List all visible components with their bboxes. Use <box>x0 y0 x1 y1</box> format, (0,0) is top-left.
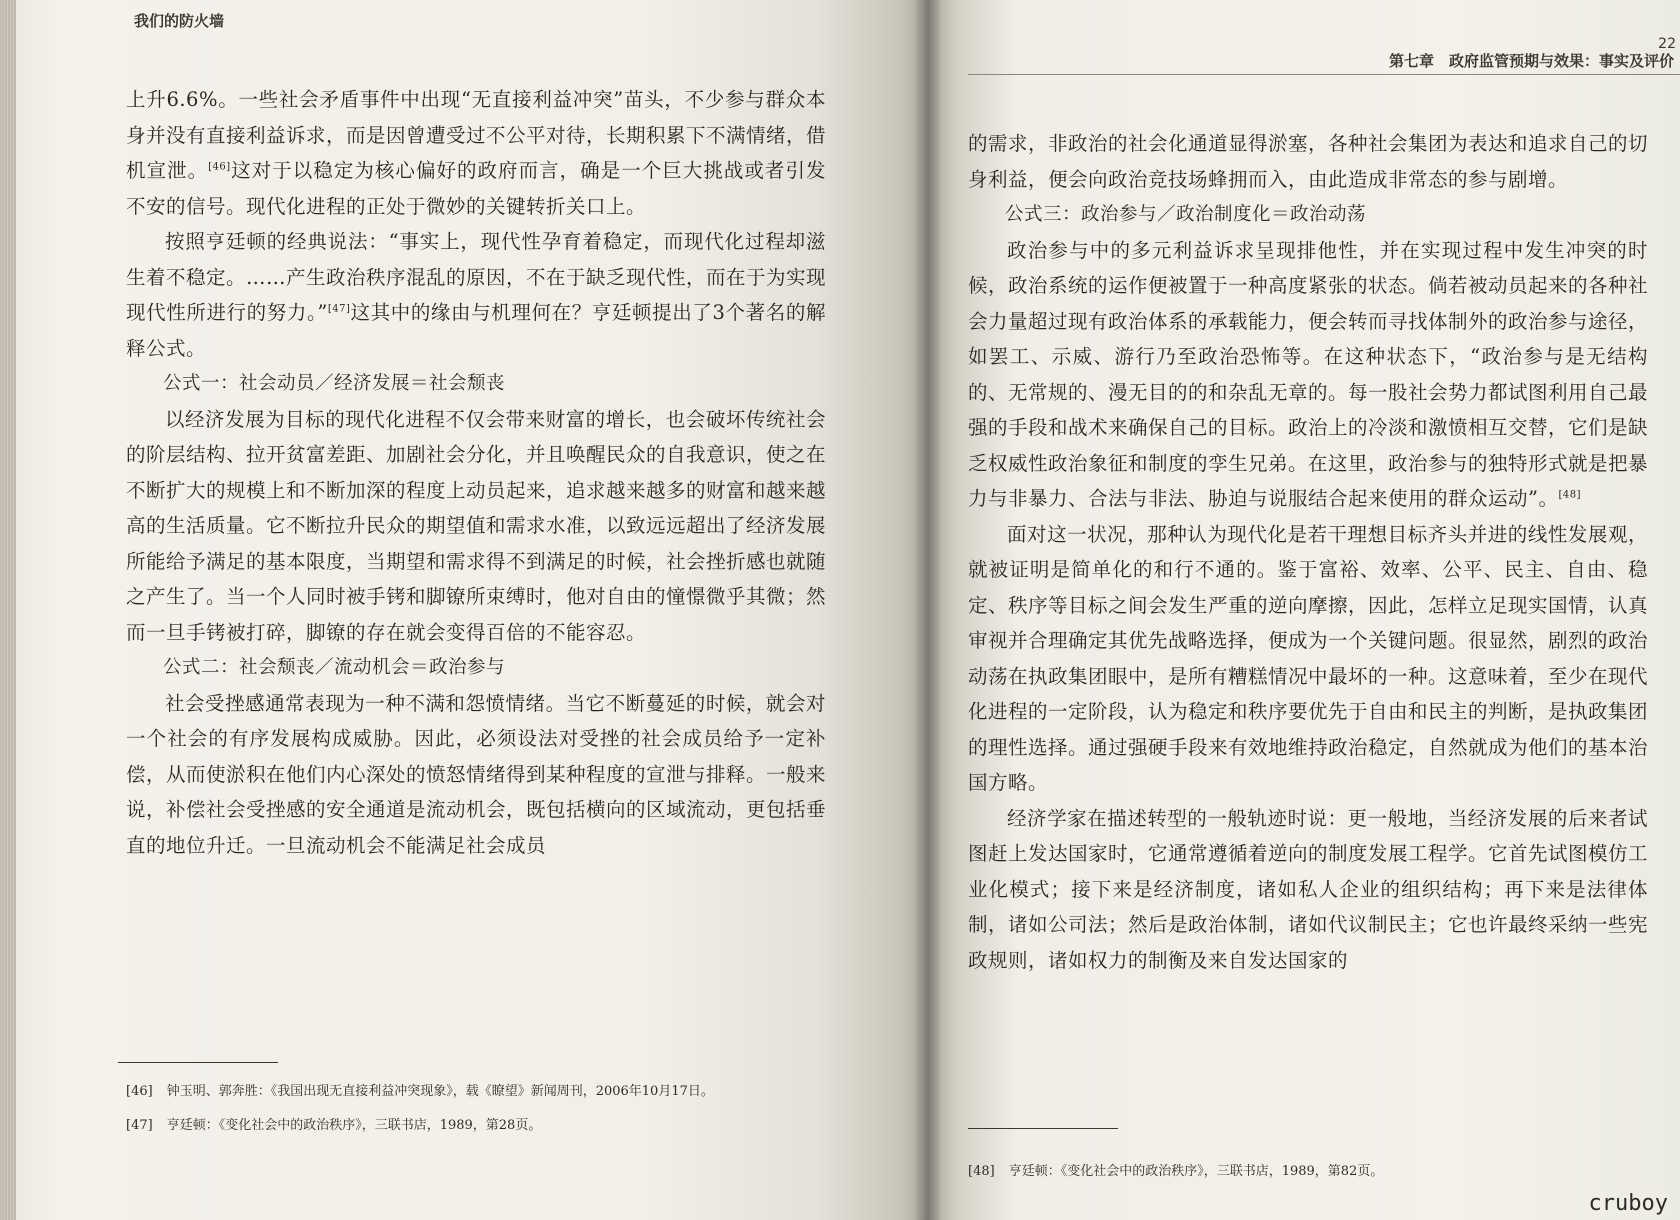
footnote-rule <box>968 1128 1118 1129</box>
footnote-ref: [46] <box>208 161 231 173</box>
paragraph: 面对这一状况，那种认为现代化是若干理想目标齐头并进的线性发展观，就被证明是简单化的和行不通的。鉴于富裕、效率、公平、民主、自由、稳定、秩序等目标之间会发生严重的逆向摩擦，因此，怎样立足现实国情，认真审视并合理确定其优先战略选择，便成为一个关键问题。很显然，剧烈的政治动荡在执政集团眼中，是所有糟糕情况中最坏的一种。这意味着，至少在现代化进程的一定阶段，认为稳定和秩序要优先于自由和民主的判断，是执政集团的理性选择。通过强硬手段来有效地维持政治稳定，自然就成为他们的基本治国方略。 <box>968 522 1649 794</box>
paragraph: 的需求，非政治的社会化通道显得淤塞，各种社会集团为表达和追求自己的切身利益，便会向政治竞技场蜂拥而入，由此造成非常态的参与剧增。 <box>968 132 1649 191</box>
right-page <box>928 0 1680 1220</box>
running-head-left: 我们的防火墙 <box>134 12 225 30</box>
paragraph: 经济学家在描述转型的一般轨迹时说：更一般地，当经济发展的后来者试图赶上发达国家时，它通常遵循着逆向的制度发展工程学。它首先试图模仿工业化模式；接下来是经济制度，诸如私人企业的组织结构；再下来是法律体制，诸如公司法；然后是政治体制，诸如代议制民主；它也许最终采纳一些宪政规则，诸如权力的制衡及来自发达国家的 <box>968 806 1649 972</box>
watermark: cruboy <box>1588 1191 1668 1216</box>
footnote: [47] 亨廷顿：《变化社会中的政治秩序》，三联书店，1989，第28页。 <box>126 1118 542 1133</box>
left-body-text <box>126 82 826 863</box>
footnote: [46] 钟玉明、郭奔胜：《我国出现无直接利益冲突现象》，载《瞭望》新闻周刊，2006年10月17日。 <box>126 1084 714 1099</box>
footnote-ref: [48] <box>1558 489 1582 501</box>
paragraph: 以经济发展为目标的现代化进程不仅会带来财富的增长，也会破坏传统社会的阶层结构、拉开贫富差距、加剧社会分化，并且唤醒民众的自我意识，使之在不断扩大的规模上和不断加深的程度上动员起来，追求越来越多的财富和越来越高的生活质量。它不断拉升民众的期望值和需求水准，以致远远超出了经济发展所能给予满足的基本限度，当期望和需求得不到满足的时候，社会挫折感也就随之产生了。当一个人同时被手铐和脚镣所束缚时，他对自由的憧憬微乎其微；然而一旦手铐被打碎，脚镣的存在就会变得百倍的不能容忍。 <box>126 407 827 644</box>
paragraph: 按照亨廷顿的经典说法：“事实上，现代性孕育着稳定，而现代化过程却滋生着不稳定。……产生政治秩序混乱的原因，不在于缺乏现代性，而在于为实现现代性所进行的努力。”[47]这其中的缘由与机理何在？亨廷顿提出了3个著名的解释公式。 <box>126 230 827 360</box>
footnote-rule <box>118 1062 278 1063</box>
paragraph: 政治参与中的多元利益诉求呈现排他性，并在实现过程中发生冲突的时候，政治系统的运作便被置于一种高度紧张的状态。倘若被动员起来的各种社会力量超过现有政治体系的承载能力，便会转而寻找体制外的政治参与途径，如罢工、示威、游行乃至政治恐怖等。在这种状态下，“政治参与是无结构的、无常规的、漫无目的的和杂乱无章的。每一股社会势力都试图利用自己最强的手段和战术来确保自己的目标。政治上的冷淡和激愤相互交替，它们是缺乏权威性政治象征和制度的孪生兄弟。在这里，政治参与的独特形式就是把暴力与非暴力、合法与非法、胁迫与说服结合起来使用的群众运动”。[48] <box>968 238 1649 510</box>
right-body-text <box>968 126 1648 978</box>
book-gutter <box>914 0 942 1220</box>
right-footnotes <box>968 1160 1568 1194</box>
footnote-ref: [47] <box>327 303 351 315</box>
paragraph: 上升6.6%。一些社会矛盾事件中出现“无直接利益冲突”苗头，不少参与群众本身并没有直接利益诉求，而是因曾遭受过不公平对待，长期积累下不满情绪，借机宣泄。[46]这对于以稳定为核心偏好的政府而言，确是一个巨大挑战或者引发不安的信号。现代化进程的正处于微妙的关键转折关口上。 <box>126 88 827 218</box>
header-rule <box>968 74 1680 75</box>
page-edge <box>0 0 16 1220</box>
footnote: [48] 亨廷顿：《变化社会中的政治秩序》，三联书店，1989，第82页。 <box>968 1164 1384 1179</box>
left-footnotes <box>126 1080 806 1148</box>
running-head-right: 第七章 政府监管预期与效果：事实及评价 <box>1388 52 1674 70</box>
page-number: 22 <box>1658 36 1676 52</box>
paragraph: 社会受挫感通常表现为一种不满和怨愤情绪。当它不断蔓延的时候，就会对一个社会的有序发展构成威胁。因此，必须设法对受挫的社会成员给予一定补偿，从而使淤积在他们内心深处的愤怒情绪得到某种程度的宣泄与排释。一般来说，补偿社会受挫感的安全通道是流动机会，既包括横向的区域流动，更包括垂直的地位升迁。一旦流动机会不能满足社会成员 <box>126 691 827 857</box>
formula-line: 公式二：社会颓丧／流动机会＝政治参与 <box>163 657 506 678</box>
formula-line: 公式一：社会动员／经济发展＝社会颓丧 <box>163 373 506 394</box>
formula-line: 公式三：政治参与／政治制度化＝政治动荡 <box>1005 204 1367 225</box>
